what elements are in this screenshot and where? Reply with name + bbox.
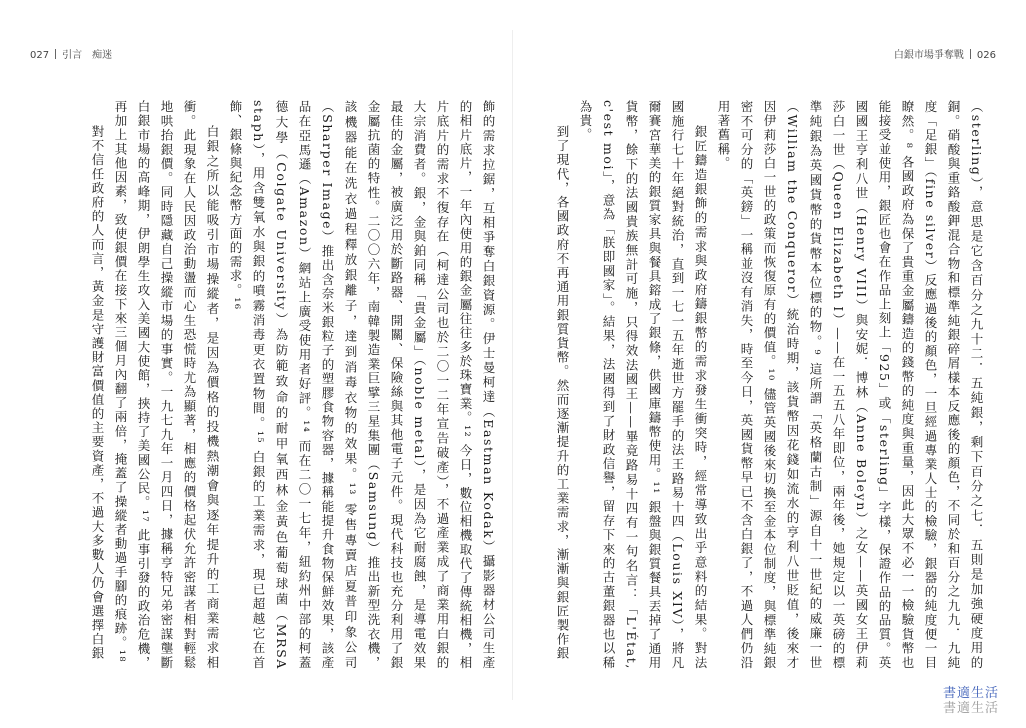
header-divider — [55, 49, 56, 59]
paragraph: 白銀之所以能吸引市場操縱者，是因為價格的投機熱潮會與逐年提升的工商業需求相衝。此現象在人民因政治動盪而心生恐慌時尤為顯著，相應的價格起伏允許密謀者相對輕鬆地哄抬銀價。同時隱藏自己操縱市場的事實。一九七九年一月四日，據稱亨特兄弟密謀壟斷白銀市場的高峰期，伊朗學生攻入美國大使館，挾持了美國公民。¹⁷ 此事引發的政治危機，再加上其他因素，致使銀價在接下來三個月內翻了兩倍，掩蓋了操縱者動過手腳的痕跡。¹⁸ — [113, 100, 220, 670]
paragraph: 飾的需求拉鋸，互相爭奪白銀資源。伊士曼柯達（Eastman Kodak）攝影器材公司生產的相片底片，一年內使用的銀金屬往往多於珠寶業。¹² 今日，數位相機取代了傳統相機，相片底片的需求不復存在（柯達公司也於二〇一二年宣告破產），不過產業成了商業用白銀的大宗消費者。銀，金與鉑同稱「貴金屬」（noble metal），是因為它耐腐蝕，是導電效果最佳的金屬，被廣泛用於斷路器、開關、保險絲與其他電子元件。現代科技也充分利用了銀金屬抗菌的特性。二〇〇六年，南韓製造業巨擘三星集團（Samsung）推出新型洗衣機，該機器能在洗衣過程釋放銀離子，達到消毒衣物的效果。¹³ 零售專賣店夏普印象公司（Sharper Image）推出含奈米銀粒子的塑膠食物容器，據稱能提升食物保鮮效果，該產品在亞馬遜（Amazon）網站上廣受使用者好評。¹⁴ 而在二〇一七年，紐約州中部的柯蓋德大學（Colgate University）為防範致命的耐甲氧西林金黃色葡萄球菌（MRSA staph），用含雙氧水與銀的噴霧消毒更衣置物間。¹⁵ 白銀的工業需求，現已超越它在首飾、銀條與紀念幣方面的需求。¹⁶ — [228, 100, 496, 670]
publisher-logo — [934, 686, 1008, 716]
logo-line-blue: 書適生活 — [942, 686, 999, 701]
right-section-title: 白銀市場爭奪戰 — [893, 50, 964, 61]
left-section-title: 引言 痴迷 — [62, 50, 113, 61]
left-page-text — [90, 100, 500, 670]
paragraph: 到了現代，各國政府不再通用銀質貨幣。然而逐漸提升的工業需求，漸漸與銀匠製作銀 — [555, 125, 570, 661]
right-page-number: 026 — [976, 50, 996, 61]
left-page-header — [30, 46, 112, 61]
left-page — [90, 100, 500, 670]
left-page-number: 027 — [30, 50, 50, 61]
right-page — [555, 100, 988, 670]
paragraph: （sterling），意思是它含百分之九十二．五純銀，剩下百分之七．五則是加強硬度用的銅。硝酸與重鉻酸鉀混合物和標準純銀碎屑樣本反應後的顏色，不同於和百分之九九．九純度「足銀」（fine silver）反應過後的顏色，一旦經過專業人士的檢驗，銀器的純度便一目瞭然。⁸ 各國政府為保了貴重金屬鑄造的錢幣的純度與重量，因此大眾不必一一檢驗貨幣也能接受並使用，銀匠也會在作品上刻上「925」或「sterling」字樣，保證作品的品質。英國國王亨利八世（Henry VIII）與安妮．博林（Anne Boleyn）之女——英國女王伊莉莎白一世（Queen Elizabeth I）——在一五五八年即位，兩年後，她規定以一英磅的標準純銀為英國貨幣的貨幣本位標的物。⁹ 這所謂「英格蘭古制」源自十一世紀的威廉一世（William the Conqueror）統治時期，該貨幣因花錢如流水的亨利八世貶值，後來才因伊莉莎白一世的政策而恢復原有的價值。¹⁰ 儘管英國後來切換至金本位制度，與標準純銀密不可分的「英鎊」一稱並沒有消失，時至今日，英國貨幣早已不含白銀了，不過人們仍沿用著舊稱。 — [716, 100, 984, 670]
right-page-header — [894, 46, 996, 61]
right-page-text — [555, 100, 988, 670]
paragraph: 對不信任政府的人而言，黃金是守護財富價值的主要資產，不過大多數人仍會選擇白銀 — [90, 125, 105, 661]
paragraph: 銀匠鑄造銀飾的需求與政府鑄銀幣的需求發生衝突時，經常導致出乎意料的結果。對法國施行七十年絕對統治，直到一七一五年逝世方罷手的法王路易十四（Louis XIV），將凡爾賽宮華美的銀質家具與餐具鎔成了銀條，供國庫鑄幣使用。¹¹ 銀盤與銀質餐具丟掉了通用貨幣，餘下的法國貴族無計可施，只得效法國王——畢竟路易十四有一句名言：「L'État, c'est moi」，意為「朕即國家」。結果，法國得到了財政信譽，留存下來的古董銀器也以稀為貴。 — [578, 100, 708, 670]
header-divider — [970, 49, 971, 59]
logo-line-gray: 書適生活 — [942, 701, 999, 716]
page-gutter — [512, 30, 513, 700]
